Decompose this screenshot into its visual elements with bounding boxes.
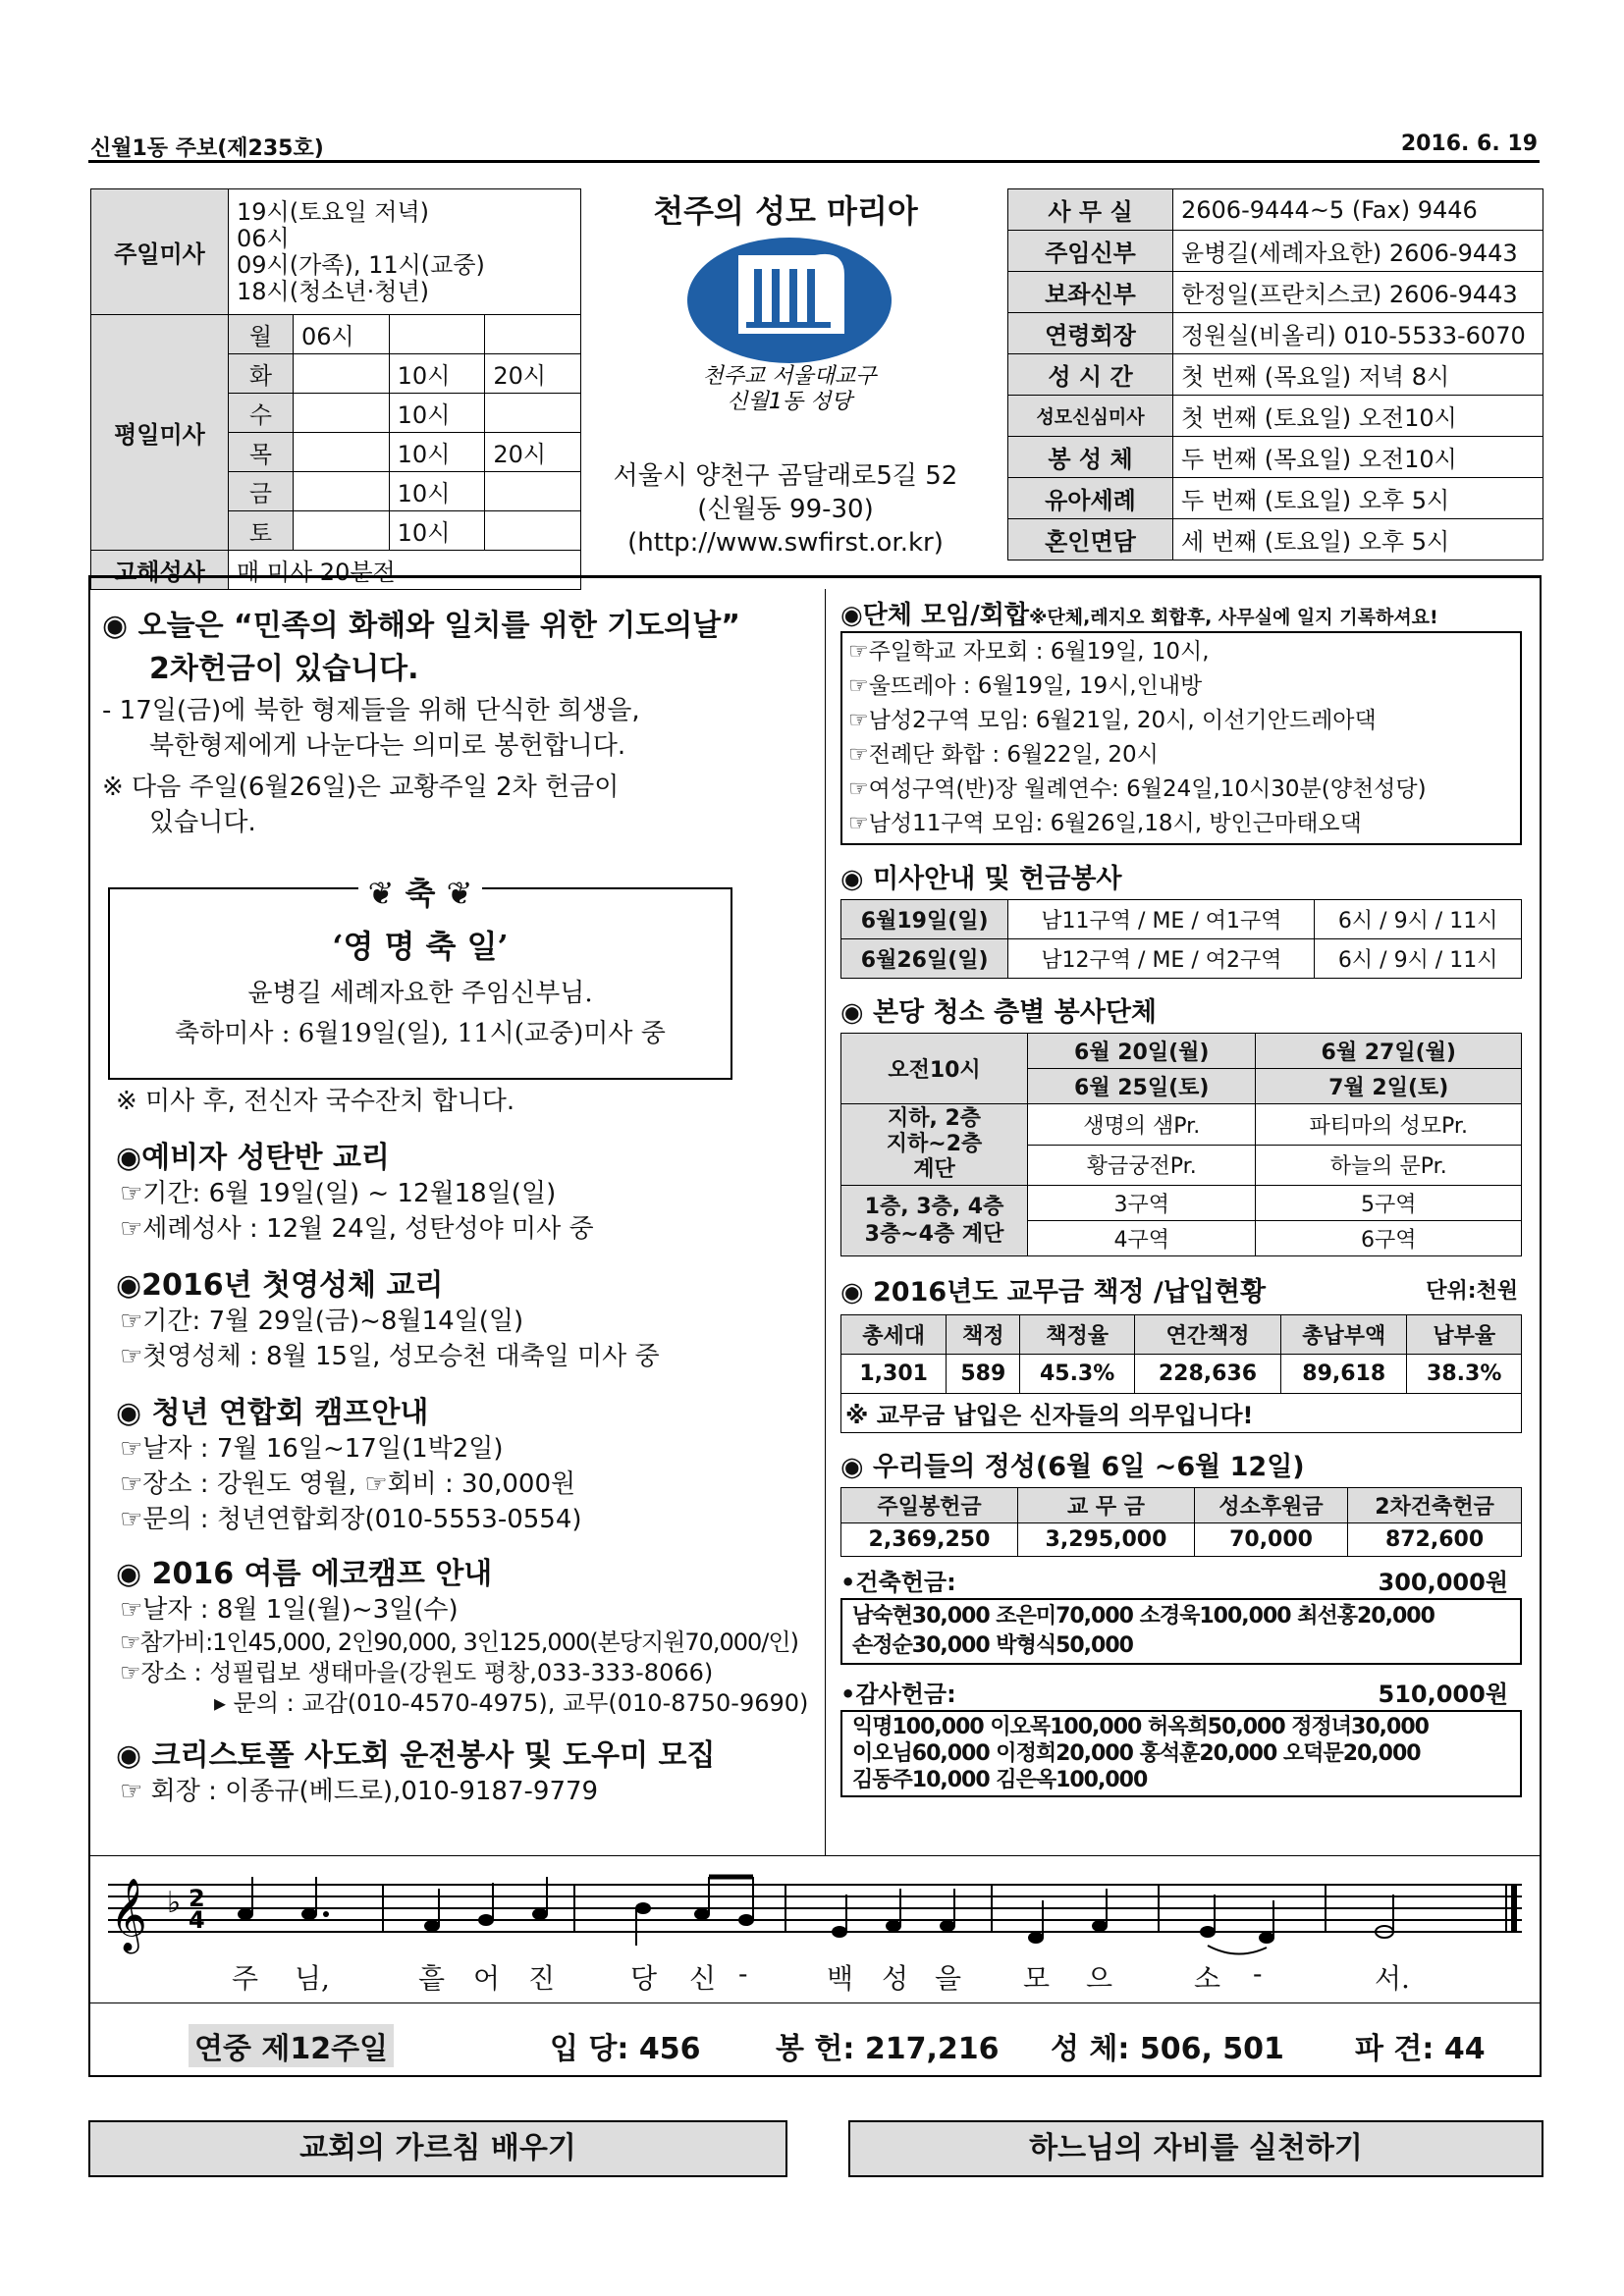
cleaning-floor: 지하, 2층 지하~2층 계단 [841,1104,1028,1186]
weekday-day: 수 [229,394,294,433]
feast-line: 윤병길 세례자요한 주임신부님. [247,979,593,1008]
mass-times: 6시 / 9시 / 11시 [1315,939,1522,979]
offering-value: 2,369,250 [841,1523,1018,1557]
dues-header: 총납부액 [1281,1315,1407,1355]
mass-info-table [840,899,1522,979]
section-title: ◉ 청년 연합회 캠프안내 [116,1396,429,1430]
office-key: 유아세례 [1008,478,1173,519]
church-logo [677,236,901,412]
cleaning-group: 생명의 샘Pr. [1028,1104,1256,1146]
cleaning-date: 7월 2일(토) [1256,1069,1522,1104]
address-line: (신월동 99-30) [697,495,874,524]
weekday-time [294,433,390,472]
practice-mercy-button[interactable]: 하느님의 자비를 실천하기 [848,2120,1543,2177]
donor-line: 이오님60,000 이정희20,000 홍석훈20,000 오덕문20,000 [852,1741,1421,1766]
weekday-time: 20시 [485,354,581,394]
cleaning-date: 6월 25일(토) [1028,1069,1256,1104]
dues-unit: 단위:천원 [1426,1279,1518,1304]
section-line: ☞첫영성체 : 8월 15일, 성모승천 대축일 미사 중 [120,1342,660,1371]
weekday-time [294,511,390,551]
offering-header: 성소후원금 [1194,1488,1347,1523]
church-address [589,459,982,560]
office-value: 첫 번째 (목요일) 저녁 8시 [1173,354,1543,396]
cleaning-group: 황금궁전Pr. [1028,1145,1256,1186]
office-key: 성 시 간 [1008,354,1173,396]
office-value: 첫 번째 (토요일) 오전10시 [1173,396,1543,437]
section-title: ◉2016년 첫영성체 교리 [116,1268,444,1303]
section-line: ☞참가비:1인45,000, 2인90,000, 3인125,000(본당지원70,000/인) [120,1629,798,1656]
bulletin-date: 2016. 6. 19 [1400,132,1538,156]
thanks-offering-total: 510,000원 [1378,1681,1508,1708]
office-value: 윤병길(세례자요한) 2606-9443 [1173,231,1543,272]
website-link[interactable]: (http://www.swfirst.or.kr) [627,528,944,558]
lyric-syllable: 서. [1375,1962,1410,1995]
cleaning-group: 3구역 [1028,1186,1256,1221]
dues-note: ※ 교무금 납입은 신자들의 의무입니다! [841,1394,1522,1433]
building-fund-label: •건축헌금: [840,1569,956,1596]
dues-header: 총세대 [841,1315,947,1355]
weekday-day: 목 [229,433,294,472]
cleaning-group: 5구역 [1256,1186,1522,1221]
office-value: 한정일(프란치스코) 2606-9443 [1173,272,1543,313]
weekday-time: 20시 [485,433,581,472]
cleaning-date: 6월 20일(월) [1028,1034,1256,1069]
section-line: ☞세례성사 : 12월 24일, 성탄성야 미사 중 [120,1214,594,1244]
weekday-time [389,315,485,354]
offering-header: 교 무 금 [1017,1488,1194,1523]
attendance-entry: 입 당: 456 [550,2032,701,2066]
office-value: 두 번째 (토요일) 오후 5시 [1173,478,1543,519]
thanks-offering-label: •감사헌금: [840,1681,956,1708]
building-fund-total: 300,000원 [1378,1569,1508,1596]
address-line: 서울시 양천구 곰달래로5길 52 [613,461,958,491]
weekday-day: 금 [229,472,294,511]
feast-note: ※ 미사 후, 전신자 국수잔치 합니다. [116,1087,515,1116]
laurel-icon: ❦ 축 ❦ [358,869,483,914]
office-key: 혼인면담 [1008,519,1173,561]
dues-value: 1,301 [841,1355,947,1394]
dues-value: 89,618 [1281,1355,1407,1394]
mass-groups: 남11구역 / ME / 여1구역 [1008,900,1315,939]
right-column [840,595,1528,1797]
feast-title: ‘영 명 축 일’ [332,928,509,965]
church-logo-icon [677,236,901,412]
weekday-day: 토 [229,511,294,551]
bulletin-issue: 신월1동 주보(제235호) [90,136,324,161]
office-value: 2606-9444~5 (Fax) 9446 [1173,189,1543,231]
offering-header: 2차건축헌금 [1348,1488,1522,1523]
feast-line: 축하미사 : 6월19일(일), 11시(교중)미사 중 [175,1019,666,1048]
office-key: 봉 성 체 [1008,437,1173,478]
attendance-dismissal: 파 견: 44 [1355,2032,1486,2066]
weekday-time [485,394,581,433]
lyric-syllable: 주 [232,1962,259,1995]
mass-schedule-table [90,188,581,590]
weekday-time [294,354,390,394]
cleaning-group: 4구역 [1028,1221,1256,1256]
donor-line: 김동주10,000 김은옥100,000 [852,1768,1148,1792]
donor-line: 남숙현30,000 조은미70,000 소경욱100,000 최선홍20,000 [852,1604,1435,1629]
second-collection: 2차헌금이 있습니다. [149,652,419,686]
svg-text:4: 4 [189,1906,205,1934]
lyric-syllable: 백 [827,1962,854,1995]
lyric-syllable: 흩 [418,1962,446,1995]
offering-title: ◉ 우리들의 정성(6월 6일 ~6월 12일) [840,1452,1305,1482]
confession-time: 매 미사 20분전 [229,551,581,590]
office-value: 정원실(비올리) 010-5533-6070 [1173,313,1543,354]
liturgical-week: 연중 제12주일 [189,2024,394,2067]
section-line: ☞장소 : 성필립보 생태마을(강원도 평창,033-333-8066) [120,1659,714,1686]
cleaning-group: 6구역 [1256,1221,1522,1256]
weekday-time [294,394,390,433]
confession-label: 고해성사 [91,551,229,590]
group-list [840,631,1522,845]
mass-date: 6월26일(일) [841,939,1008,979]
announcement-text: 있습니다. [149,808,256,837]
mass-groups: 남12구역 / ME / 여2구역 [1008,939,1315,979]
dues-header: 책정 [947,1315,1020,1355]
dues-header: 책정율 [1020,1315,1135,1355]
svg-text:♭: ♭ [167,1886,182,1920]
svg-text:신월1동 성당: 신월1동 성당 [727,390,852,412]
office-key: 연령회장 [1008,313,1173,354]
weekday-time: 10시 [389,511,485,551]
group-item: ☞남성2구역 모임: 6월21일, 20시, 이선기안드레아댁 [848,708,1377,733]
weekday-time [485,315,581,354]
weekday-mass-label: 평일미사 [91,315,229,551]
offering-value: 872,600 [1348,1523,1522,1557]
sunday-mass-label: 주일미사 [91,189,229,315]
section-line: ☞날자 : 7월 16일~17일(1박2일) [120,1434,504,1464]
dues-table [840,1314,1522,1433]
church-title: 천주의 성모 마리아 [653,192,918,230]
mass-date: 6월19일(일) [841,900,1008,939]
section-line: ☞기간: 7월 29일(금)~8월14일(일) [120,1307,524,1336]
cleaning-table [840,1033,1522,1256]
lyric-syllable: 을 [935,1962,962,1995]
mass-info-title: ◉ 미사안내 및 헌금봉사 [840,864,1122,894]
dues-value: 589 [947,1355,1020,1394]
dues-value: 38.3% [1407,1355,1522,1394]
weekday-time [485,472,581,511]
bulletin-header [88,132,1540,163]
dues-header: 납부율 [1407,1315,1522,1355]
today-announcement: ◉ 오늘은 “민족의 화해와 일치를 위한 기도의날” [102,609,740,643]
weekday-time: 06시 [294,315,390,354]
group-item: ☞주일학교 자모회 : 6월19일, 10시, [848,639,1210,665]
cleaning-title: ◉ 본당 청소 층별 봉사단체 [840,997,1157,1028]
announcement-text: ※ 다음 주일(6월26일)은 교황주일 2차 헌금이 [102,773,620,802]
donor-line: 익명100,000 이오목100,000 허옥희50,000 정정녀30,000 [852,1715,1429,1739]
attendance-offering: 봉 헌: 217,216 [776,2032,1000,2066]
section-line: ☞문의 : 청년연합회장(010-5553-0554) [120,1505,582,1534]
office-info-table [1007,188,1543,561]
office-key: 사 무 실 [1008,189,1173,231]
lyric-syllable: - [1253,1957,1263,1990]
group-item: ☞여성구역(반)장 월례연수: 6월24일,10시30분(양천성당) [848,776,1427,802]
weekday-time: 10시 [389,472,485,511]
section-line: ☞날자 : 8월 1일(월)~3일(수) [120,1595,459,1625]
announcement-text: - 17일(금)에 북한 형제들을 위해 단식한 희생을, [102,696,640,725]
sunday-mass-times: 19시(토요일 저녁) 06시 09시(가족), 11시(교중) 18시(청소년·청년) [229,189,581,315]
dues-title: ◉ 2016년도 교무금 책정 /납입현황 [840,1277,1267,1308]
church-teaching-button[interactable]: 교회의 가르침 배우기 [88,2120,787,2177]
lyric-syllable: 당 [630,1962,658,1995]
offering-table [840,1487,1522,1557]
lyric-syllable: 모 [1023,1962,1051,1995]
lyric-syllable: 어 [473,1962,501,1995]
office-key: 보좌신부 [1008,272,1173,313]
lyric-syllable: - [738,1957,748,1990]
weekday-time: 10시 [389,354,485,394]
svg-text:천주교 서울대교구: 천주교 서울대교구 [702,364,877,389]
dues-header: 연간책정 [1134,1315,1280,1355]
weekday-day: 월 [229,315,294,354]
section-line: ▸ 문의 : 교감(010-4570-4975), 교무(010-8750-9690) [214,1689,809,1717]
left-column [102,601,819,840]
offering-value: 70,000 [1194,1523,1347,1557]
lyric-syllable: 으 [1086,1962,1113,1995]
section-title: ◉ 크리스토폴 사도회 운전봉사 및 도우미 모집 [116,1738,716,1773]
office-value: 세 번째 (토요일) 오후 5시 [1173,519,1543,561]
thanks-offering-donors [840,1710,1522,1797]
feast-day-box [108,875,732,1080]
weekday-time: 10시 [389,394,485,433]
lyric-syllable: 신 [689,1962,717,1995]
dues-value: 45.3% [1020,1355,1135,1394]
section-line: ☞ 회장 : 이종규(베드로),010-9187-9779 [120,1777,599,1806]
music-score [108,1867,1522,1995]
group-title: ◉단체 모임/회합 [840,601,1029,630]
section-title: ◉ 2016 여름 에코캠프 안내 [116,1557,493,1591]
weekday-time [485,511,581,551]
cleaning-floor: 1층, 3층, 4층 3층~4층 계단 [841,1186,1028,1256]
mass-times: 6시 / 9시 / 11시 [1315,900,1522,939]
offering-value: 3,295,000 [1017,1523,1194,1557]
music-divider [90,1855,1540,1856]
dues-value: 228,636 [1134,1355,1280,1394]
group-note: ※단체,레지오 회합후, 사무실에 일지 기록하셔요! [1028,607,1438,628]
cleaning-date: 6월 27일(월) [1256,1034,1522,1069]
section-line: ☞기간: 6월 19일(일) ~ 12월18일(일) [120,1179,557,1208]
building-fund-donors [840,1598,1522,1665]
svg-text:2: 2 [189,1885,205,1912]
section-line: ☞장소 : 강원도 영월, ☞회비 : 30,000원 [120,1469,576,1499]
svg-text:𝄞: 𝄞 [110,1879,147,1951]
offering-header: 주일봉헌금 [841,1488,1018,1523]
lyric-syllable: 님, [295,1962,330,1995]
footer-divider [90,2002,1540,2003]
column-divider [825,589,826,1855]
lyric-syllable: 성 [882,1962,909,1995]
weekday-day: 화 [229,354,294,394]
cleaning-group: 파티마의 성모Pr. [1256,1104,1522,1146]
lyric-syllable: 소 [1194,1962,1221,1995]
section-title: ◉예비자 성탄반 교리 [116,1141,390,1175]
group-item: ☞전례단 화합 : 6월22일, 20시 [848,742,1159,768]
announcement-text: 북한형제에게 나눈다는 의미로 봉헌합니다. [149,731,626,761]
group-item: ☞남성11구역 모임: 6월26일,18시, 방인근마태오댁 [848,811,1362,836]
weekday-time: 10시 [389,433,485,472]
cleaning-group: 하늘의 문Pr. [1256,1145,1522,1186]
attendance-communion: 성 체: 506, 501 [1051,2032,1284,2066]
donor-line: 손정순30,000 박형식50,000 [852,1633,1133,1658]
group-item: ☞울뜨레아 : 6월19일, 19시,인내방 [848,673,1203,699]
weekday-time [294,472,390,511]
cleaning-time: 오전10시 [841,1034,1028,1104]
lyric-syllable: 진 [528,1962,556,1995]
office-key: 성모신심미사 [1008,396,1173,437]
left-column-lower [116,1084,823,1809]
office-key: 주임신부 [1008,231,1173,272]
office-value: 두 번째 (목요일) 오전10시 [1173,437,1543,478]
